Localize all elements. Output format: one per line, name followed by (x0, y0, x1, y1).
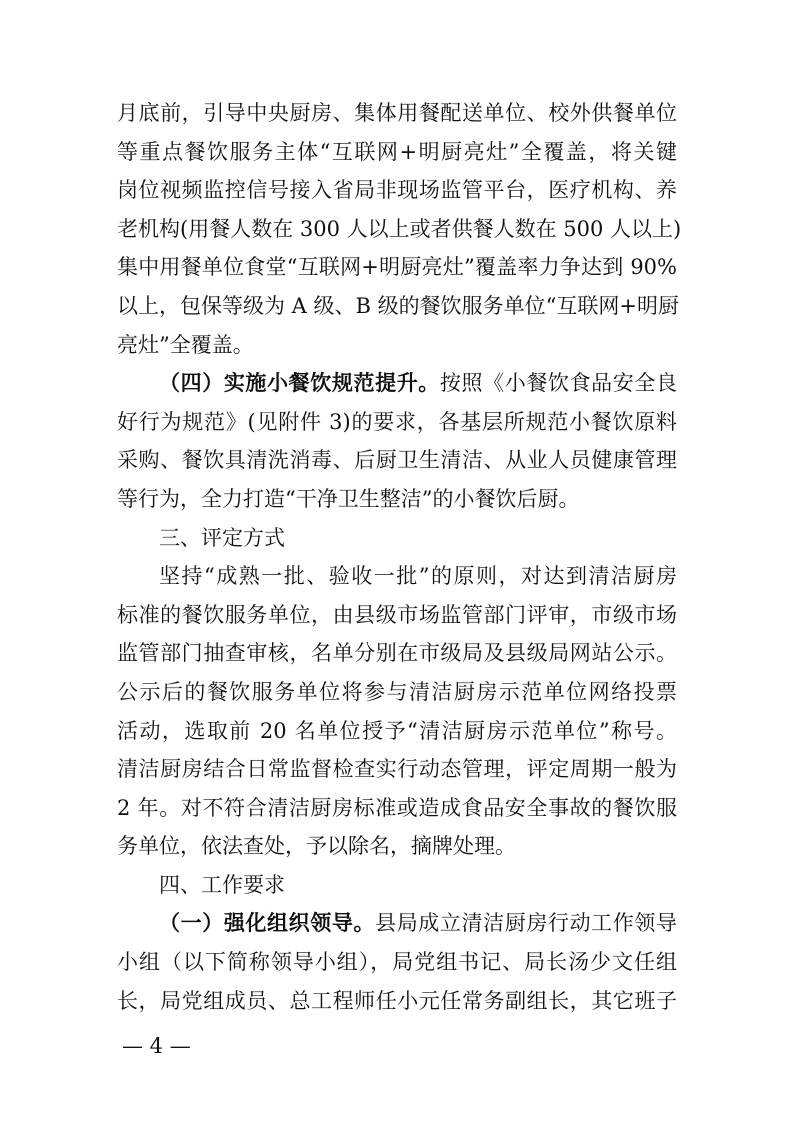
page-number: — 4 — (122, 1034, 191, 1058)
paragraph-first-line: 坚持“成熟一批、验收一批”的原则，对达到清洁厨房 (159, 564, 677, 589)
text-line: 2 年。对不符合清洁厨房标准或造成食品安全事故的餐饮服 (117, 795, 677, 820)
subsection-title: （四）实施小餐饮规范提升。 (159, 371, 440, 396)
text-line: 清洁厨房结合日常监督检查实行动态管理，评定周期一般为 (117, 757, 677, 782)
body-text (117, 94, 682, 1020)
text-line: 以上，包保等级为 A 级、B 级的餐饮服务单位“互联网+明厨 (117, 293, 679, 318)
text-line: 长，局党组成员、总工程师任小元任常务副组长，其它班子 (117, 988, 677, 1013)
text-line: 公示后的餐饮服务单位将参与清洁厨房示范单位网络投票 (117, 679, 677, 704)
section-heading: 三、评定方式 (159, 525, 285, 550)
subsection-title: （一）强化组织领导。 (159, 911, 376, 936)
text-line: 老机构(用餐人数在 300 人以上或者供餐人数在 500 人以上) (117, 216, 682, 241)
text-fragment: 按照《小餐饮食品安全良 (439, 371, 678, 396)
paragraph-first-line (117, 904, 677, 943)
text-line: 等行为，全力打造“干净卫生整洁”的小餐饮后厨。 (117, 486, 580, 511)
text-line: 好行为规范》(见附件 3)的要求，各基层所规范小餐饮原料 (117, 409, 677, 434)
text-fragment: 县局成立清洁厨房行动工作领导 (375, 911, 678, 936)
paragraph-first-line (117, 364, 677, 403)
section-heading: 四、工作要求 (159, 872, 285, 897)
text-line: 监管部门抽查审核，名单分别在市级局及县级局网站公示。 (117, 641, 677, 666)
text-line: 标准的餐饮服务单位，由县级市场监管部门评审，市级市场 (117, 602, 677, 627)
text-line: 亮灶”全覆盖。 (117, 332, 254, 357)
text-line: 活动，选取前 20 名单位授予“清洁厨房示范单位”称号。 (117, 718, 677, 743)
text-line: 等重点餐饮服务主体“互联网+明厨亮灶”全覆盖，将关键 (117, 139, 677, 164)
text-line: 集中用餐单位食堂“互联网+明厨亮灶”覆盖率力争达到 90% (117, 255, 677, 280)
text-line: 岗位视频监控信号接入省局非现场监管平台，医疗机构、养 (117, 178, 677, 203)
text-line: 采购、餐饮具清洗消毒、后厨卫生清洁、从业人员健康管理 (117, 448, 677, 473)
text-line: 月底前，引导中央厨房、集体用餐配送单位、校外供餐单位 (117, 101, 677, 125)
text-line: 小组（以下简称领导小组），局党组书记、局长汤少文任组 (117, 950, 677, 975)
text-line: 务单位，依法查处，予以除名，摘牌处理。 (117, 834, 516, 859)
